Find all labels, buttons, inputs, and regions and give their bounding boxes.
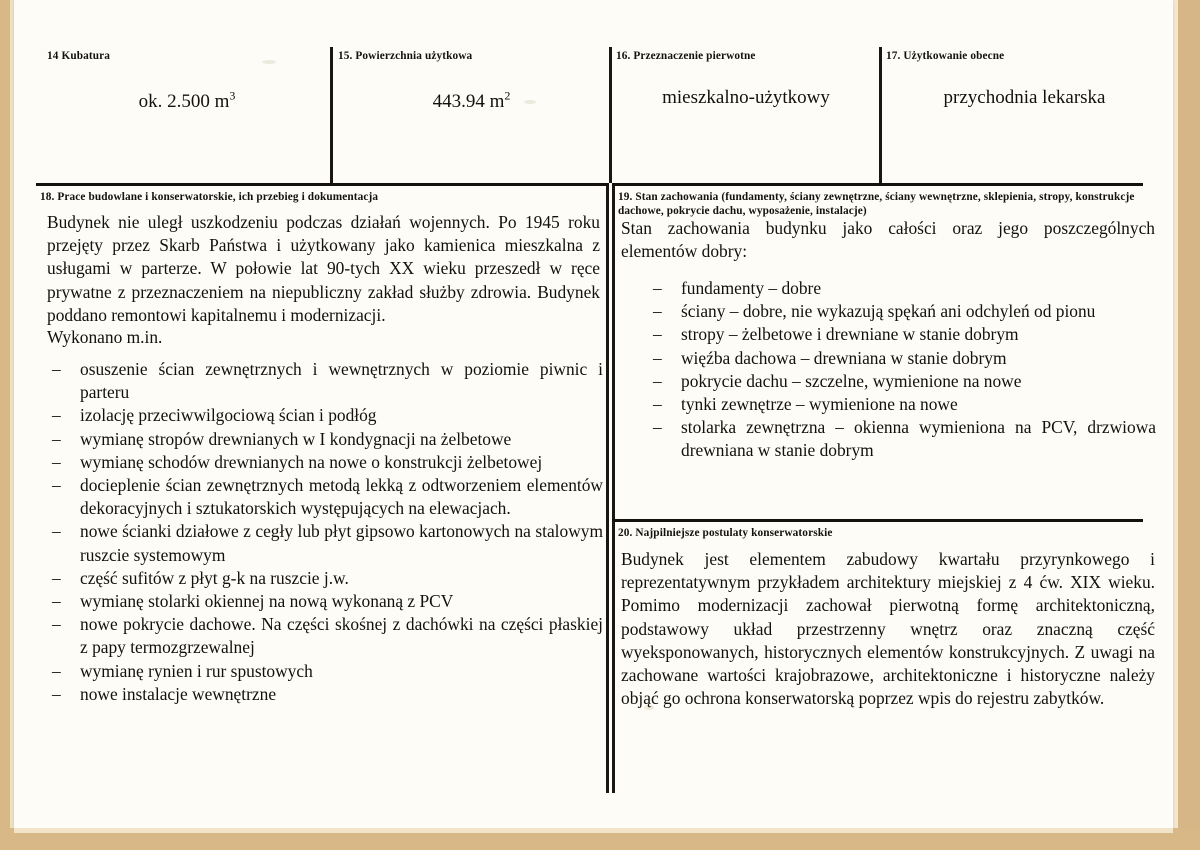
field-14-header: 14 Kubatura bbox=[47, 50, 111, 62]
divider-left-right-column bbox=[606, 186, 609, 793]
list-item: – więźba dachowa – drewniana w stanie dobrym bbox=[651, 347, 1156, 370]
field-17-header: 17. Użytkowanie obecne bbox=[886, 50, 1005, 62]
field-15-value-text: 443.94 m bbox=[432, 91, 505, 112]
field-15-value bbox=[334, 88, 609, 113]
field-14-value-text: ok. 2.500 m bbox=[138, 91, 230, 112]
list-item: – stolarka zewnętrzna – okienna wymieniona na PCV, drzwiowa drewniana w stanie dobrym bbox=[651, 416, 1156, 462]
list-item: – wymianę stolarki okiennej na nową wykonaną z PCV bbox=[50, 590, 603, 613]
field-18-lead-in: Wykonano m.in. bbox=[47, 327, 163, 347]
list-item: – nowe instalacje wewnętrzne bbox=[50, 683, 603, 706]
field-16-header: 16. Przeznaczenie pierwotne bbox=[616, 50, 756, 62]
list-item: – nowe ścianki działowe z cegły lub płyt gipsowo kartonowych na stalowym ruszcie systemowym bbox=[50, 520, 603, 566]
field-14-value bbox=[47, 88, 327, 113]
document-sheet bbox=[14, 0, 1173, 828]
field-19-list bbox=[651, 277, 1156, 463]
list-item: – osuszenie ścian zewnętrznych i wewnętrznych w poziomie piwnic i parteru bbox=[50, 358, 603, 404]
field-19-header: 19. Stan zachowania (fundamenty, ściany zewnętrzne, ściany wewnętrzne, sklepienia, stropy, konstrukcje dachowe, pokrycie dachu, wyposażenie, instalacje) bbox=[618, 191, 1135, 217]
field-16-value-text: mieszkalno-użytkowy bbox=[662, 87, 830, 108]
list-item: – docieplenie ścian zewnętrznych metodą lekką z odtworzeniem elementów dekoracyjnych i sztukatorskich występujących na elewacjach. bbox=[50, 474, 603, 520]
list-item: – pokrycie dachu – szczelne, wymienione na nowe bbox=[651, 370, 1156, 393]
list-item: – izolację przeciwwilgociową ścian i podłóg bbox=[50, 404, 603, 427]
divider-16-17 bbox=[879, 47, 882, 183]
field-17-value-text: przychodnia lekarska bbox=[943, 87, 1106, 108]
field-14-value-exponent: 3 bbox=[229, 88, 236, 103]
field-18-header: 18. Prace budowlane i konserwatorskie, ich przebieg i dokumentacja bbox=[40, 191, 379, 203]
scan-bottom-lip bbox=[14, 828, 1173, 833]
divider-15-16 bbox=[609, 47, 612, 183]
rule-above-field-20 bbox=[612, 519, 1143, 522]
rule-above-field-19 bbox=[612, 183, 1143, 186]
rule-above-field-18 bbox=[36, 183, 609, 186]
list-item: – nowe pokrycie dachowe. Na części skośnej z dachówki na części płaskiej z papy termozgrzewalnej bbox=[50, 613, 603, 659]
list-item: – wymianę schodów drewnianych na nowe o konstrukcji żelbetowej bbox=[50, 451, 603, 474]
field-19-paragraph: Stan zachowania budynku jako całości oraz jego poszczególnych elementów dobry: bbox=[621, 218, 1155, 262]
list-item: – ściany – dobre, nie wykazują spękań ani odchyleń od pionu bbox=[651, 300, 1156, 323]
list-item: – tynki zewnętrze – wymienione na nowe bbox=[651, 393, 1156, 416]
list-item: – wymianę stropów drewnianych w I kondygnacji na żelbetowe bbox=[50, 428, 603, 451]
field-18-paragraph: Budynek nie uległ uszkodzeniu podczas działań wojennych. Po 1945 roku przejęty przez Skarb Państwa i użytkowany jako kamienica mieszkalna z usługami w parterze. W połowie lat 90-tych XX wieku przeszedł w ręce prywatne z przeznaczeniem na niepubliczny zakład służby zdrowia. Budynek poddano remontowi kapitalnemu i modernizacji. bbox=[47, 212, 600, 325]
field-20-header: 20. Najpilniejsze postulaty konserwatorskie bbox=[618, 527, 833, 539]
list-item: – wymianę rynien i rur spustowych bbox=[50, 660, 603, 683]
field-18-list bbox=[50, 358, 603, 706]
list-item: – część sufitów z płyt g-k na ruszcie j.w. bbox=[50, 567, 603, 590]
field-20-paragraph: Budynek jest elementem zabudowy kwartału przyrynkowego i reprezentatywnym przykładem architektury miejskiej z 4 ćw. XIX wieku. Pomimo modernizacji zachował pierwotną formę architektoniczną, podstawowy układ przestrzenny wnętrz oraz znaczną część wyeksponowanych, historycznych elementów konstrukcyjnych. Z uwagi na zachowane wartości krajobrazowe, architektoniczne i historyczne należy objąć go ochrona konserwatorską poprzez wpis do rejestru zabytków. bbox=[621, 549, 1155, 709]
divider-right-column-inner bbox=[612, 186, 615, 793]
divider-14-15 bbox=[330, 47, 333, 183]
field-15-header: 15. Powierzchnia użytkowa bbox=[338, 50, 473, 62]
list-item: – stropy – żelbetowe i drewniane w stanie dobrym bbox=[651, 323, 1156, 346]
list-item: – fundamenty – dobre bbox=[651, 277, 1156, 300]
field-16-value bbox=[612, 87, 880, 109]
scan-bottom-edge bbox=[0, 828, 1200, 850]
field-15-value-exponent: 2 bbox=[504, 88, 511, 103]
field-17-value bbox=[882, 87, 1167, 109]
